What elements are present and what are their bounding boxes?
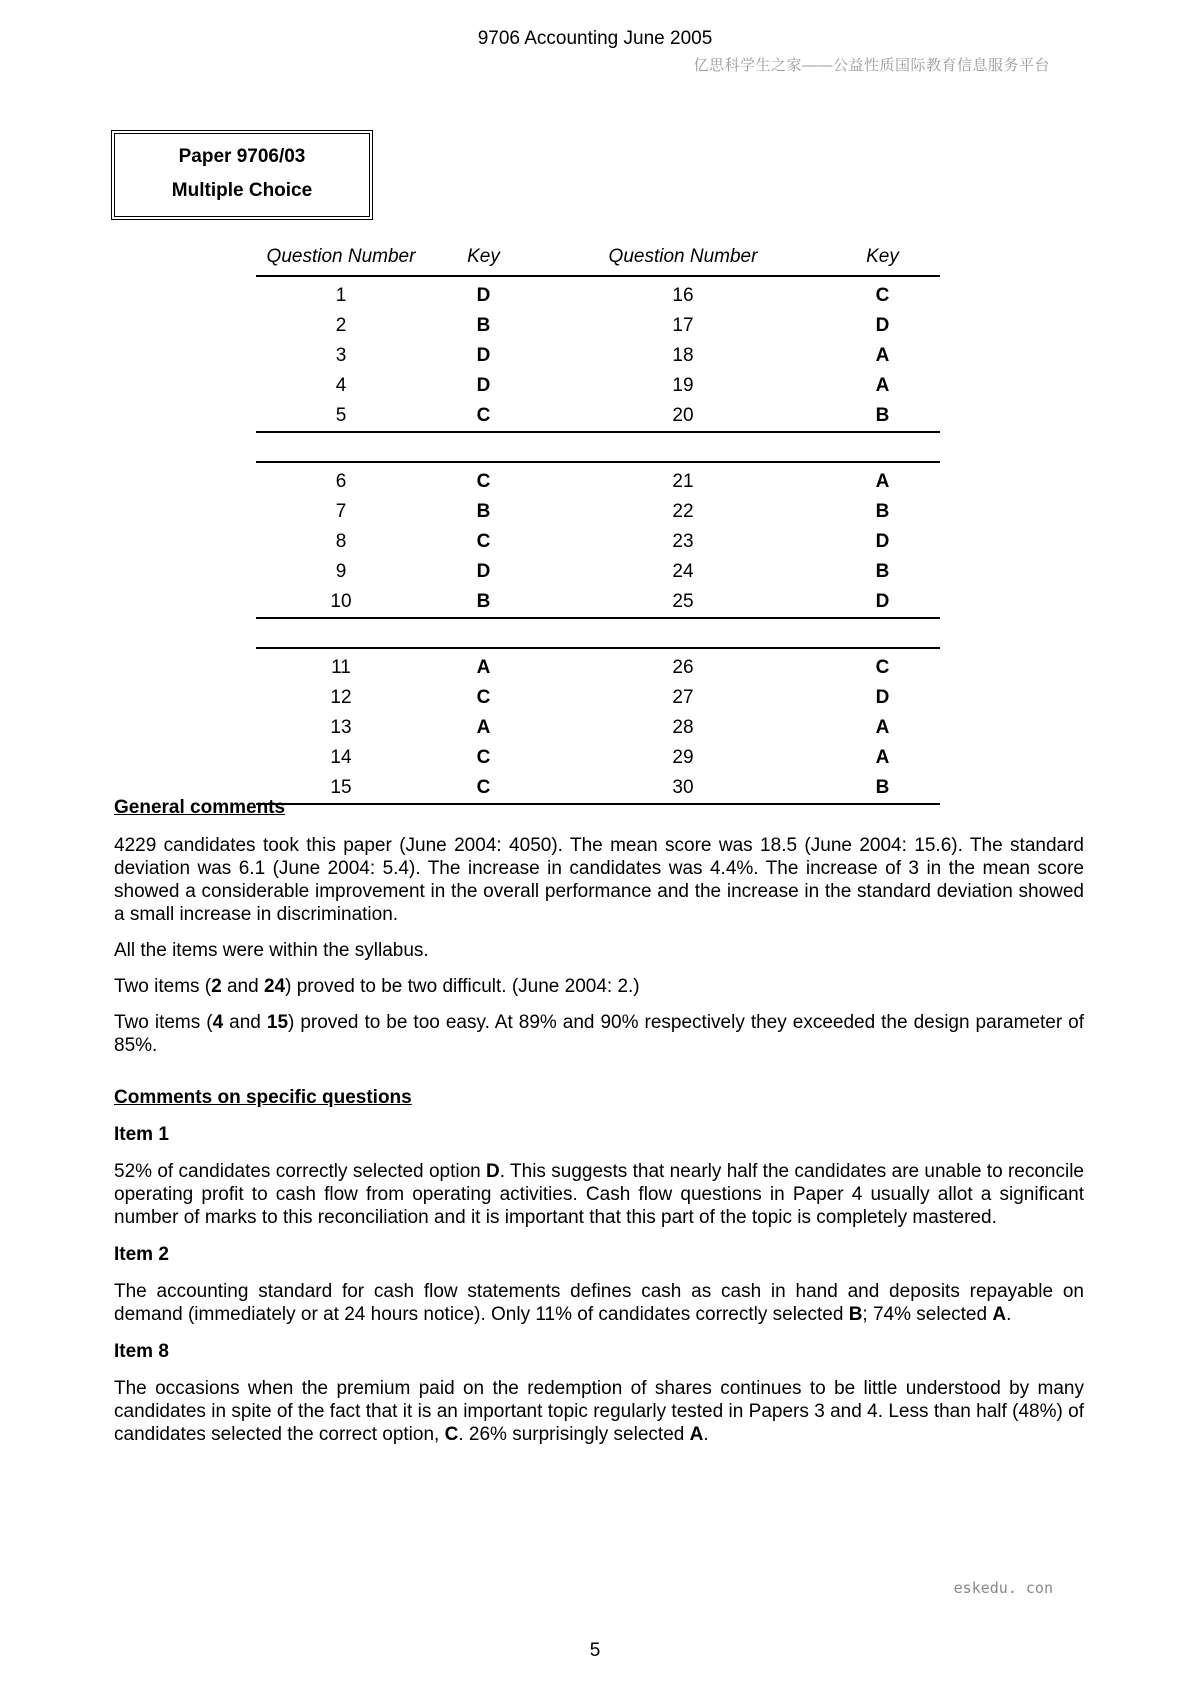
col-header-key-right: Key	[866, 246, 899, 267]
answer-key-cell: D	[476, 345, 491, 366]
question-number-cell: 13	[330, 717, 352, 738]
item-1-text: 52% of candidates correctly selected option D. This suggests that nearly half the candidates are unable to reconcile operating profit to cash flow from operating activities. Cash flow questions in Paper 4 usually allot a significant number of marks to this reconciliation and it is important that this part of the topic is completely mastered.	[114, 1161, 1084, 1228]
question-number-cell: 24	[672, 561, 694, 582]
question-number-cell: 11	[256, 648, 426, 683]
general-paragraph-4: Two items (4 and 15) proved to be too easy. At 89% and 90% respectively they exceeded the design parameter of 85%.	[114, 1012, 1084, 1056]
question-number-cell: 7	[335, 501, 347, 522]
paper-title-box	[111, 130, 373, 220]
item-8-text: The occasions when the premium paid on the redemption of shares continues to be little understood by many candidates in spite of the fact that it is an important topic regularly tested in Papers 3 and 4. Less than half (48%) of candidates selected the correct option, C. 26% surprisingly selected A.	[114, 1378, 1084, 1445]
question-number-cell: 16	[541, 276, 825, 311]
document-title: 9706 Accounting June 2005	[477, 28, 713, 49]
answer-key-cell: B	[875, 501, 890, 522]
answer-key-cell: A	[476, 717, 491, 738]
answer-key-cell: C	[476, 747, 491, 768]
general-paragraph-2: All the items were within the syllabus.	[114, 940, 429, 961]
general-comments-heading: General comments	[114, 797, 286, 818]
answer-key-cell: C	[476, 531, 491, 552]
answer-key-cell: A	[825, 462, 940, 497]
table-row	[256, 648, 940, 683]
answer-key-cell: A	[875, 717, 890, 738]
answer-key-cell: B	[476, 501, 491, 522]
general-paragraph-1: 4229 candidates took this paper (June 2004: 4050). The mean score was 18.5 (June 2004: 15.6). The standard deviation was 6.1 (June 2004: 5.4). The increase in candidates was 4.4%. The increase of 3 in the mean score showed a considerable improvement in the overall performance and the increase in the standard deviation showed a small increase in discrimination.	[114, 835, 1084, 925]
question-number-cell: 29	[672, 747, 694, 768]
answer-key-cell: C	[825, 648, 940, 683]
table-row	[256, 497, 940, 527]
question-number-cell: 3	[335, 345, 347, 366]
col-header-question-right: Question Number	[608, 246, 758, 267]
answer-key-cell: D	[476, 561, 491, 582]
table-row	[256, 743, 940, 773]
question-number-cell: 10	[256, 587, 426, 618]
table-row	[256, 341, 940, 371]
col-header-key-left: Key	[467, 246, 500, 267]
answer-key-cell: B	[426, 587, 541, 618]
question-number-cell: 14	[330, 747, 352, 768]
item-2-title: Item 2	[114, 1244, 169, 1265]
item-2-text: The accounting standard for cash flow statements defines cash as cash in hand and deposits repayable on demand (immediately or at 24 hours notice). Only 11% of candidates correctly selected B; 74% selected A.	[114, 1281, 1084, 1325]
answer-key-cell: B	[476, 315, 491, 336]
table-row	[256, 713, 940, 743]
table-row	[256, 371, 940, 401]
page-number: 5	[589, 1640, 601, 1661]
question-number-cell: 20	[541, 401, 825, 432]
question-number-cell: 26	[541, 648, 825, 683]
answer-key-cell: D	[875, 315, 890, 336]
group-spacer	[256, 432, 940, 462]
answer-key-cell: A	[875, 345, 890, 366]
question-number-cell: 30	[541, 773, 825, 804]
table-row	[256, 462, 940, 497]
watermark-text: eskedu. con	[953, 1579, 1053, 1597]
question-number-cell: 4	[335, 375, 347, 396]
question-number-cell: 21	[541, 462, 825, 497]
answer-key-table	[256, 245, 940, 805]
question-number-cell: 23	[672, 531, 694, 552]
answer-key-cell: A	[875, 747, 890, 768]
table-row	[256, 683, 940, 713]
answer-key-cell: A	[875, 375, 890, 396]
answer-key-cell: B	[875, 561, 890, 582]
table-row	[256, 401, 940, 432]
answer-key-cell: B	[825, 401, 940, 432]
answer-key-cell: B	[825, 773, 940, 804]
paper-type: Multiple Choice	[171, 180, 313, 201]
item-8-title: Item 8	[114, 1341, 169, 1362]
answer-key-cell: C	[476, 687, 491, 708]
question-number-cell: 12	[330, 687, 352, 708]
question-number-cell: 6	[256, 462, 426, 497]
table-row	[256, 527, 940, 557]
group-spacer	[256, 618, 940, 648]
specific-comments-heading: Comments on specific questions	[114, 1087, 412, 1108]
answer-key-cell: C	[426, 462, 541, 497]
question-number-cell: 1	[256, 276, 426, 311]
table-row	[256, 587, 940, 618]
answer-key-cell: D	[825, 587, 940, 618]
question-number-cell: 5	[256, 401, 426, 432]
question-number-cell: 27	[672, 687, 694, 708]
answer-key-cell: C	[825, 276, 940, 311]
site-subtitle: 亿思科学生之家——公益性质国际教育信息服务平台	[693, 57, 1050, 74]
answer-key-cell: D	[875, 687, 890, 708]
table-row	[256, 311, 940, 341]
question-number-cell: 19	[672, 375, 694, 396]
question-number-cell: 22	[672, 501, 694, 522]
question-number-cell: 17	[672, 315, 694, 336]
question-number-cell: 28	[672, 717, 694, 738]
answer-key-cell: C	[426, 773, 541, 804]
answer-key-cell: D	[476, 375, 491, 396]
answer-key-cell: D	[426, 276, 541, 311]
answer-key-cell: C	[426, 401, 541, 432]
question-number-cell: 9	[335, 561, 347, 582]
question-number-cell: 18	[672, 345, 694, 366]
question-number-cell: 2	[335, 315, 347, 336]
answer-key-body	[256, 276, 940, 804]
table-row	[256, 276, 940, 311]
general-comments-section	[114, 796, 1084, 1446]
col-header-question-left: Question Number	[266, 246, 416, 267]
paper-number: Paper 9706/03	[178, 146, 306, 167]
question-number-cell: 8	[335, 531, 347, 552]
table-row	[256, 557, 940, 587]
answer-key-cell: D	[875, 531, 890, 552]
answer-key-cell: A	[426, 648, 541, 683]
question-number-cell: 25	[541, 587, 825, 618]
general-paragraph-3: Two items (2 and 24) proved to be two difficult. (June 2004: 2.)	[114, 976, 640, 997]
item-1-title: Item 1	[114, 1124, 169, 1145]
question-number-cell: 15	[256, 773, 426, 804]
